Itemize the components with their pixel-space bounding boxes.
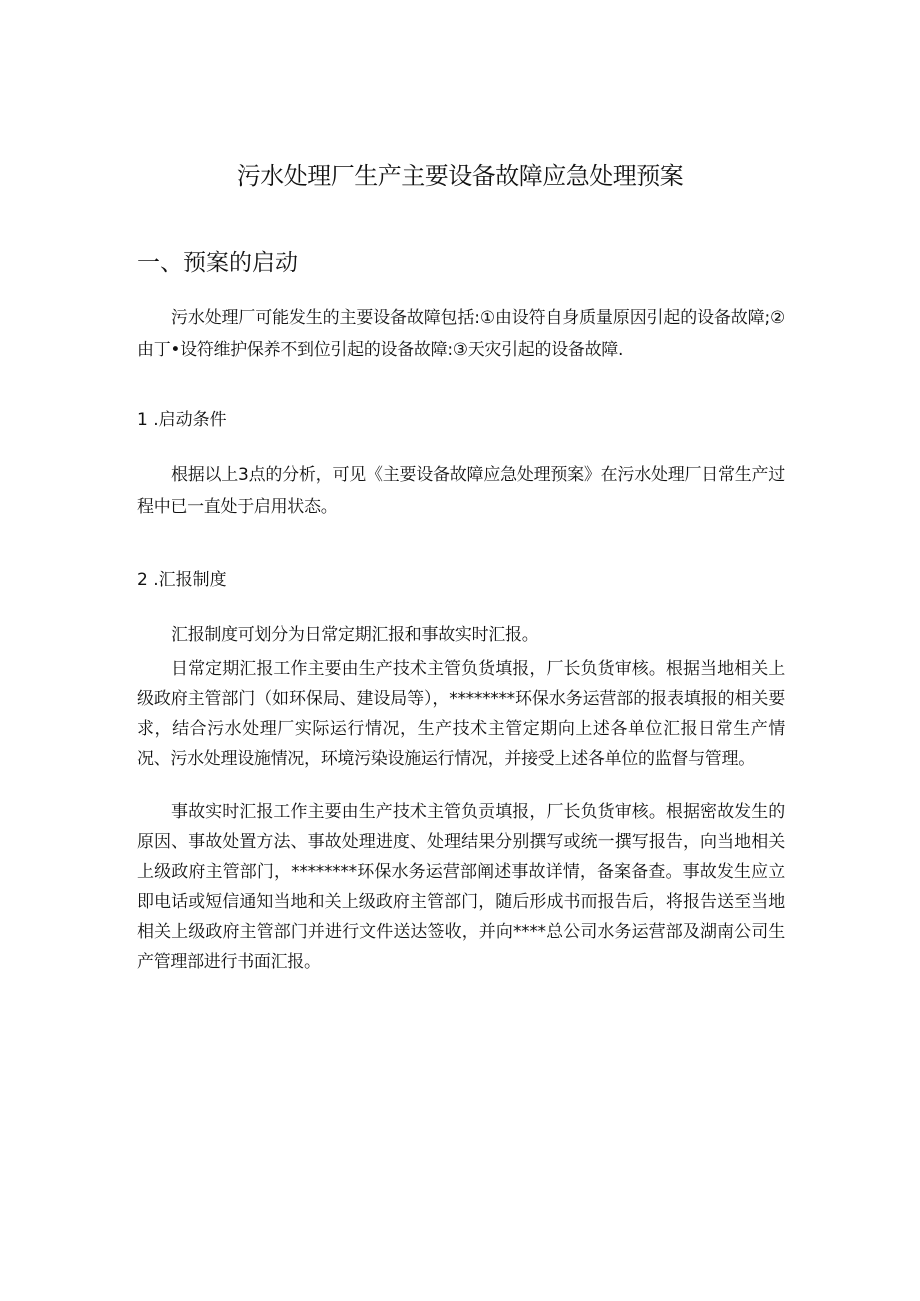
document-title: 污水处理厂生产主要设备故障应急处理预案 (236, 162, 684, 190)
incident-reporting-paragraph: 事故实时汇报工作主要由生产技术主管负贡填报，厂长负货审核。根据密故发生的原因、事故处置方法、事故处理进度、处理结果分别撰写或统一撰写报告，向当地相关上级政府主管部门，********环保水务运营部阐述事故详情，备案备查。事故发生应立即电话或短信通知当地和关上级政府主管部门，随后形成书而报告后，将报告送至当地相关上级政府主管部门并进行文件送达签收，并向****总公司水务运营部及湖南公司生产管理部进行书面汇报。 (137, 802, 785, 972)
subheading-reporting-system: 2 .汇报制度 (137, 570, 227, 590)
subheading-start-conditions: 1 .启动条件 (137, 410, 227, 430)
reporting-overview-paragraph: 汇报制度可划分为日常定期汇报和事故实时汇报。 (171, 625, 539, 645)
intro-paragraph: 污水处理厂可能发生的主要设备故障包括:①由设符自身质量原因引起的设备故障;②由丁•设符维护保养不到位引起的设备故障:③天灾引起的设备故障. (137, 308, 785, 360)
routine-reporting-paragraph: 日常定期汇报工作主要由生产技术主管负货填报，厂长负货审核。根据当地相关上级政府主管部门（如环保局、建设局等），********环保水务运营部的报表填报的相关要求，结合污水处理厂实际运行情况，生产技术主管定期向上述各单位汇报日常生产情况、污水处理设施情况，环境污染设施运行情况，并接受上述各单位的监督与管理。 (137, 659, 785, 769)
section-heading-startup: 一、预案的启动 (137, 250, 298, 276)
start-conditions-paragraph: 根据以上3点的分析，可见《主要设备故障应急处理预案》在污水处理厂日常生产过程中已一直处于启用状态。 (137, 465, 785, 517)
